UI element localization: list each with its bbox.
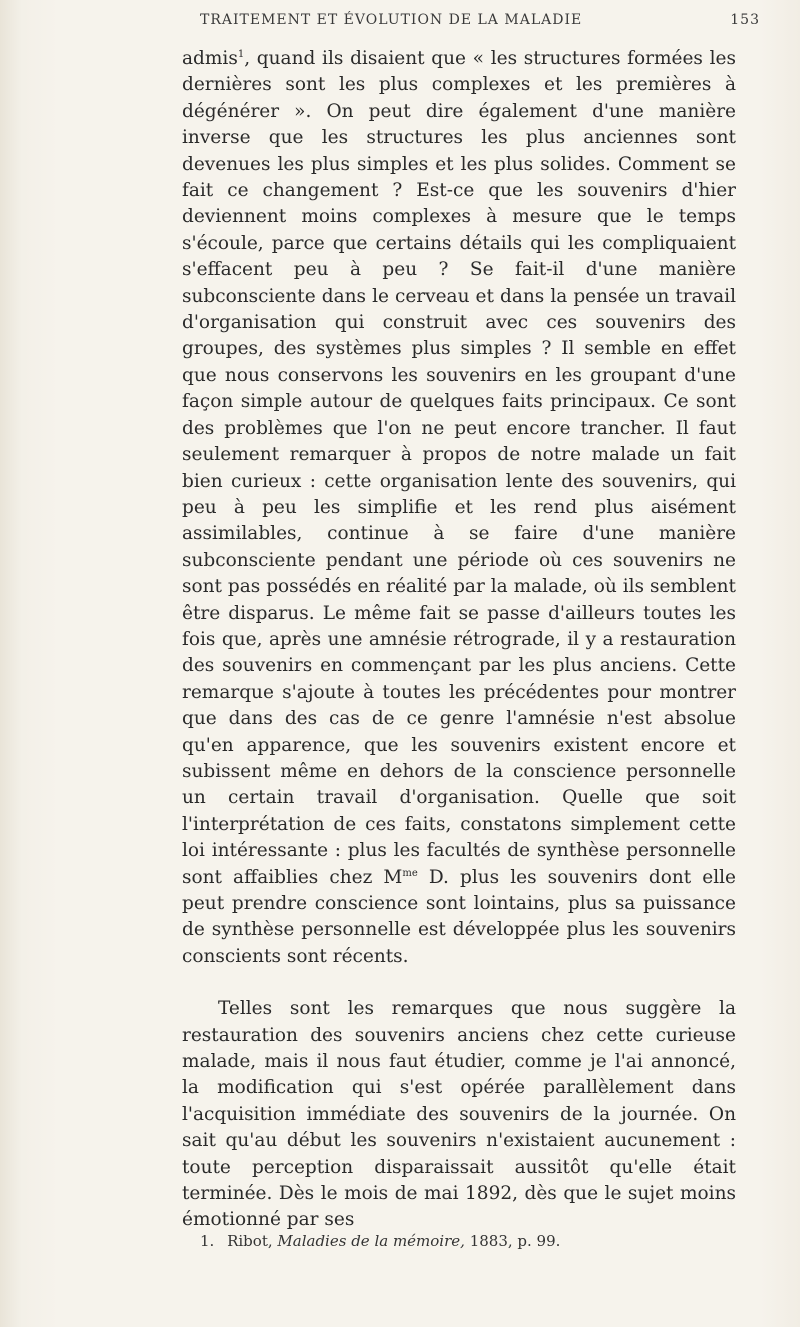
footnote-number: 1.: [200, 1232, 215, 1250]
running-title: TRAITEMENT ET ÉVOLUTION DE LA MALADIE: [200, 12, 583, 28]
paragraph-1: [182, 46, 736, 970]
paragraph-1-rest: , quand ils disaient que « les structures formées les dernières sont les plus complexes et les premières à dégénérer ». On peut dire également d'une manière inverse que les structures les plus anciennes sont devenues les plus simples et les plus solides. Comment se fait ce changement ? Est-ce que les souvenirs d'hier deviennent moins complexes à mesure que le temps s'écoule, parce que certains détails qui les compliquaient s'effacent peu à peu ? Se fait-il d'une manière subconsciente dans le cerveau et dans la pensée un travail d'organisation qui construit avec ces souvenirs des groupes, des systèmes plus simples ? Il semble en effet que nous conservons les souvenirs en les groupant d'une façon simple autour de quelques faits principaux. Ce sont des problèmes que l'on ne peut encore trancher. Il faut seulement remarquer à propos de notre malade un fait bien curieux : cette organisation lente des souvenirs, qui peu à peu les simplifie et les rend plus aisément assimilables, continue à se faire d'une manière subconsciente pendant une période où ces souvenirs ne sont pas possédés en réalité par la malade, où ils semblent être disparus. Le même fait se passe d'ailleurs toutes les fois que, après une amnésie rétrograde, il y a restauration des souvenirs en commençant par les plus anciens. Cette remarque s'ajoute à toutes les précédentes pour montrer que dans des cas de ce genre l'amnésie n'est absolue qu'en apparence, que les souvenirs existent encore et subissent même en dehors de la conscience personnelle un certain travail d'organisation. Quelle que soit l'interprétation de ces faits, constatons simplement cette loi intéressante : plus les facultés de synthèse personnelle sont affaiblies chez M: [182, 48, 736, 888]
footnote: [200, 1232, 740, 1250]
madame-superscript: me: [402, 867, 418, 879]
footnote-reference: 1: [237, 48, 245, 60]
page-number: 153: [730, 12, 760, 28]
footnote-details: 1883, p. 99.: [469, 1232, 561, 1250]
footnote-title: Maladies de la mémoire,: [277, 1232, 465, 1250]
footnote-author: Ribot,: [227, 1232, 273, 1250]
paragraph-2: Telles sont les remarques que nous suggère la restauration des souvenirs anciens chez cette curieuse malade, mais il nous faut étudier, comme je l'ai annoncé, la modification qui s'est opérée parallèlement dans l'acquisition immédiate des souvenirs de la journée. On sait qu'au début les souvenirs n'existaient aucunement : toute perception disparaissait aussitôt qu'elle était terminée. Dès le mois de mai 1892, dès que le sujet moins émotionné par ses: [182, 998, 736, 1231]
body-text: [182, 46, 736, 1234]
paragraph-1-start: admis: [182, 48, 238, 69]
paragraph-1-end: D. plus les souvenirs dont elle peut prendre conscience sont lointains, plus sa puissance de synthèse personnelle est développée plus les souvenirs conscients sont récents.: [182, 866, 736, 967]
